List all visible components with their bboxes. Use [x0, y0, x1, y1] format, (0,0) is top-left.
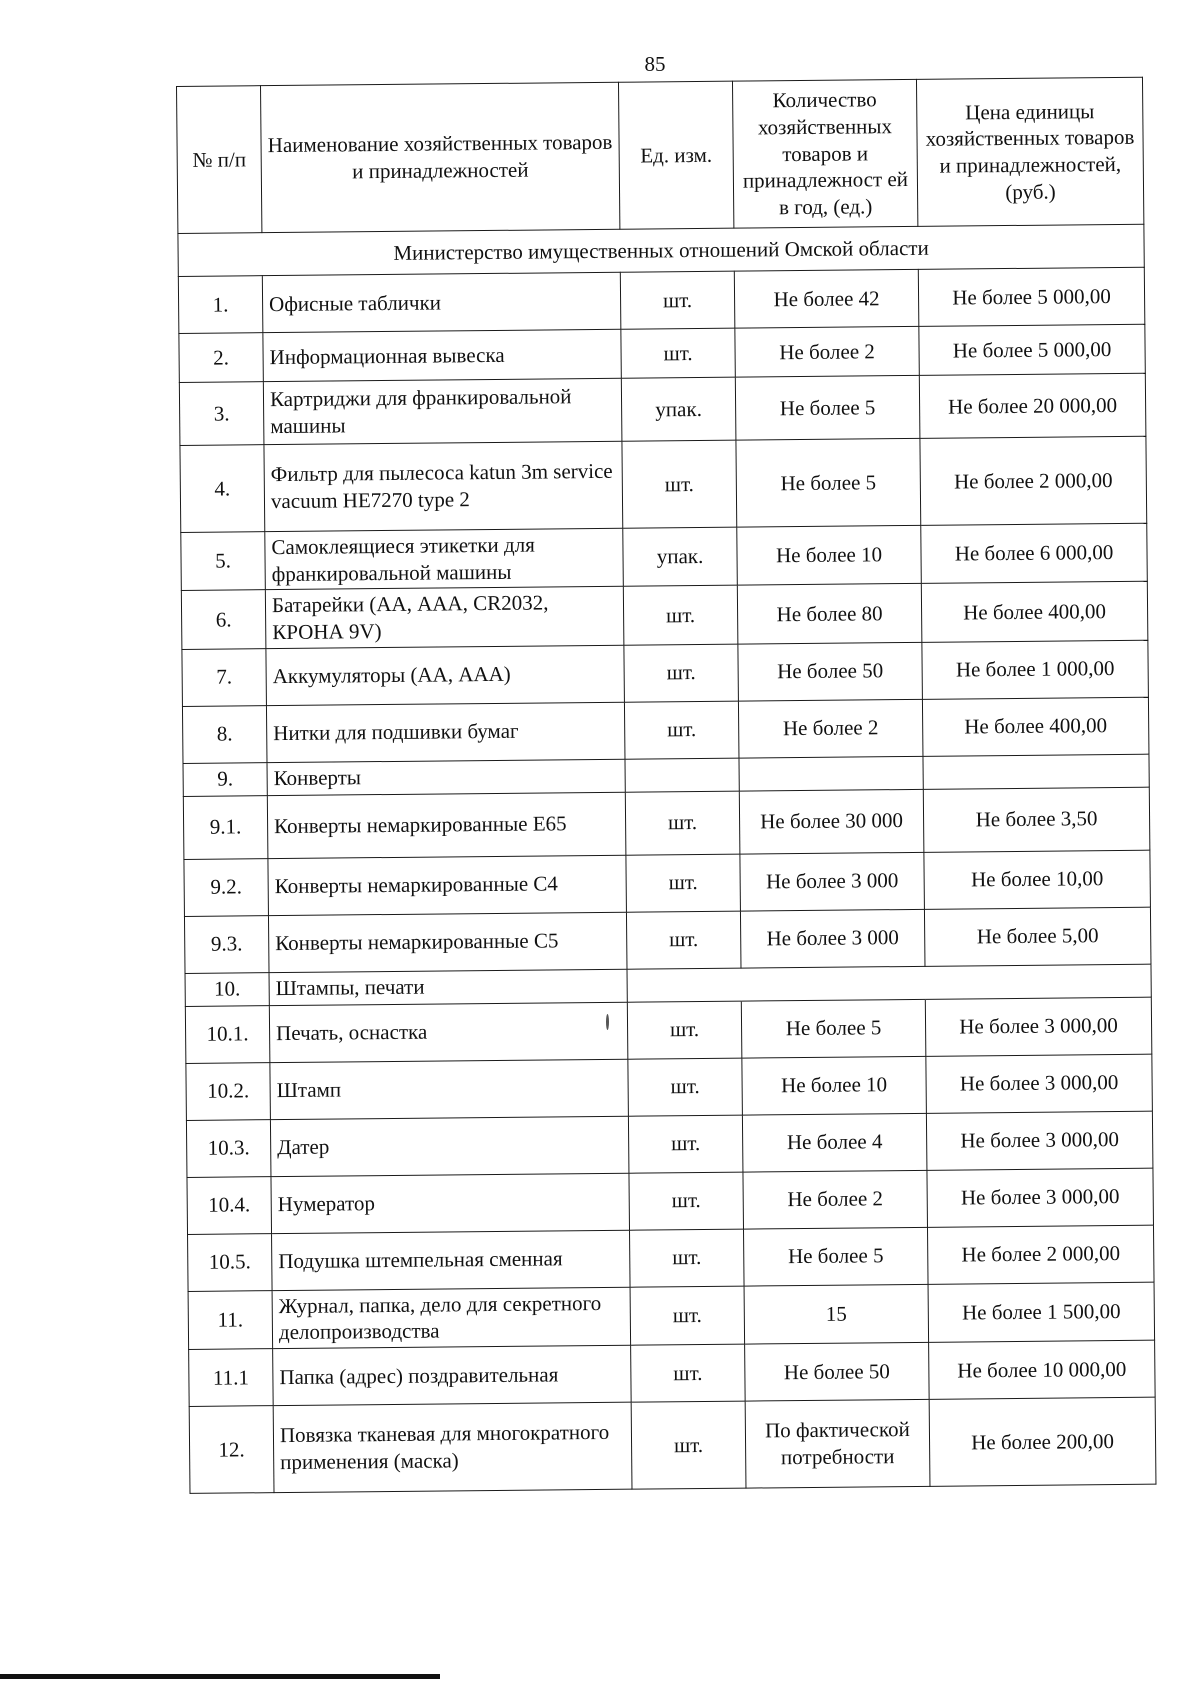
scan-speck: [606, 1014, 609, 1030]
row-num: 1.: [178, 276, 263, 334]
row-unit: шт.: [623, 585, 738, 644]
row-num: 9.3.: [184, 915, 269, 973]
table-row: [188, 1225, 1155, 1291]
row-price: Не более 5 000,00: [919, 324, 1145, 375]
row-qty: Не более 5: [736, 438, 921, 527]
row-price: Не более 5 000,00: [918, 267, 1145, 326]
row-num: 10.5.: [188, 1233, 273, 1291]
row-name: Штамп: [270, 1059, 629, 1119]
header-num: № п/п: [177, 86, 262, 234]
row-name: Датер: [270, 1116, 629, 1176]
row-name: Подушка штемпельная сменная: [272, 1230, 631, 1290]
row-qty: По фактической потребности: [745, 1399, 930, 1488]
row-name: Конверты: [267, 759, 625, 795]
header-price: Цена единицы хозяйственных товаров и принадлежностей, (руб.): [916, 77, 1143, 226]
row-qty: Не более 2: [743, 1170, 928, 1229]
header-name: Наименование хозяйственных товаров и принадлежностей: [261, 82, 620, 232]
row-qty: Не более 2: [738, 699, 923, 758]
row-qty: Не более 10: [737, 525, 922, 585]
row-qty: Не более 50: [745, 1342, 930, 1401]
header-unit: Ед. изм.: [618, 81, 733, 229]
table-row: [183, 787, 1150, 859]
table-row: [184, 850, 1151, 916]
row-num: 9.2.: [184, 858, 269, 916]
table-row: [186, 1111, 1153, 1177]
row-name: Нумератор: [271, 1173, 630, 1233]
row-name: Печать, оснастка: [269, 1002, 628, 1062]
row-qty: Не более 3 000: [740, 909, 925, 968]
row-price: [923, 754, 1149, 789]
row-unit: шт.: [620, 271, 735, 329]
row-num: 7.: [182, 648, 267, 706]
goods-table: [176, 77, 1156, 1494]
row-price: Не более 1 000,00: [922, 640, 1149, 699]
row-price: Не более 20 000,00: [919, 373, 1146, 438]
row-num: 2.: [179, 333, 263, 383]
row-name: Штампы, печати: [269, 969, 627, 1005]
table-row: [179, 373, 1146, 445]
row-qty: Не более 4: [742, 1113, 927, 1172]
row-num: 3.: [179, 382, 264, 446]
row-num: 12.: [189, 1406, 274, 1494]
row-name: Повязка тканевая для многократного применения (маска): [273, 1402, 632, 1492]
row-price: Не более 2 000,00: [920, 436, 1147, 525]
row-name: Офисные таблички: [262, 272, 621, 332]
row-num: 8.: [182, 705, 267, 763]
row-num: 10.4.: [187, 1176, 272, 1234]
row-unit: [627, 968, 741, 1002]
row-price: Не более 2 000,00: [927, 1225, 1154, 1284]
row-name: Папка (адрес) поздравительная: [273, 1345, 632, 1405]
row-unit: шт.: [631, 1344, 746, 1402]
row-num: 10.1.: [185, 1005, 270, 1063]
row-price: Не более 1 500,00: [928, 1282, 1155, 1342]
table-row: [189, 1397, 1156, 1493]
row-name: Батарейки (АА, ААА, CR2032, КРОНА 9V): [265, 587, 624, 649]
table-row: [189, 1340, 1156, 1406]
row-price: Не более 5,00: [924, 907, 1151, 966]
row-num: 9.1.: [183, 795, 268, 859]
row-num: 5.: [181, 532, 266, 591]
row-name: Конверты немаркированные С4: [268, 855, 627, 915]
row-qty: Не более 80: [737, 584, 922, 644]
row-unit: [625, 758, 739, 792]
row-unit: шт.: [621, 328, 735, 378]
row-unit: шт.: [626, 911, 741, 969]
row-price: Не более 10 000,00: [929, 1340, 1156, 1399]
row-unit: упак.: [623, 527, 738, 586]
row-qty: Не более 10: [742, 1056, 927, 1115]
row-price: Не более 400,00: [922, 697, 1149, 756]
table-row: [181, 582, 1148, 650]
row-unit: шт.: [630, 1286, 745, 1345]
row-num: 11.: [188, 1290, 273, 1349]
row-price: Не более 3 000,00: [926, 1111, 1153, 1170]
row-num: 6.: [181, 590, 266, 649]
row-unit: шт.: [626, 854, 741, 912]
row-name: Конверты немаркированные Е65: [267, 792, 626, 858]
row-unit: шт.: [622, 440, 737, 528]
row-num: 11.1: [189, 1349, 274, 1407]
row-name: Фильтр для пылесоса katun 3m service vacuum HE7270 type 2: [264, 441, 623, 531]
row-price: Не более 400,00: [921, 582, 1148, 642]
row-qty: Не более 50: [738, 642, 923, 701]
row-unit: упак.: [621, 377, 736, 441]
row-qty: Не более 30 000: [739, 789, 924, 854]
row-qty: 15: [744, 1284, 929, 1344]
table-header-row: [177, 77, 1144, 233]
row-qty: Не более 5: [741, 999, 926, 1058]
row-unit: шт.: [628, 1115, 743, 1173]
row-name: Конверты немаркированные С5: [268, 912, 627, 972]
row-price: Не более 6 000,00: [921, 523, 1148, 583]
row-price: Не более 3,50: [923, 787, 1150, 852]
row-unit: шт.: [628, 1058, 743, 1116]
row-unit: шт.: [625, 791, 740, 855]
table-row: [185, 997, 1152, 1063]
row-qty: [739, 756, 923, 791]
page-number: 85: [644, 52, 666, 76]
table-row: [181, 523, 1148, 591]
table-row: [188, 1282, 1155, 1350]
table-row: [180, 436, 1147, 532]
row-price: Не более 10,00: [924, 850, 1151, 909]
row-num: 10.2.: [186, 1062, 271, 1120]
row-qty: Не более 42: [734, 269, 919, 328]
row-price: [925, 964, 1151, 999]
row-unit: шт.: [631, 1401, 746, 1489]
scan-edge-bar: [0, 1674, 440, 1679]
row-num: 10.: [185, 972, 269, 1006]
row-name: Аккумуляторы (АА, ААА): [266, 645, 625, 705]
row-qty: Не более 5: [743, 1227, 928, 1286]
row-unit: шт.: [624, 644, 739, 702]
row-qty: Не более 5: [735, 375, 920, 440]
row-num: 9.: [183, 762, 267, 796]
row-price: Не более 3 000,00: [927, 1168, 1154, 1227]
row-qty: [741, 966, 925, 1001]
row-price: Не более 3 000,00: [925, 997, 1152, 1056]
table-row: [186, 1054, 1153, 1120]
row-name: Самоклеящиеся этикетки для франкировальной машины: [265, 528, 624, 590]
table-row: [182, 697, 1149, 763]
table-row: [178, 267, 1145, 333]
section-title: Министерство имущественных отношений Омской области: [178, 224, 1144, 276]
row-price: Не более 200,00: [929, 1397, 1156, 1486]
row-name: Информационная вывеска: [263, 329, 621, 381]
row-num: 4.: [180, 445, 265, 533]
row-name: Журнал, папка, дело для секретного делопроизводства: [272, 1287, 631, 1349]
row-name: Картриджи для франкировальной машины: [263, 378, 622, 444]
row-unit: шт.: [624, 701, 739, 759]
row-qty: Не более 3 000: [740, 852, 925, 911]
row-price: Не более 3 000,00: [926, 1054, 1153, 1113]
row-unit: шт.: [630, 1229, 745, 1287]
row-unit: шт.: [627, 1001, 742, 1059]
row-unit: шт.: [629, 1172, 744, 1230]
table-row: [184, 907, 1151, 973]
table-row: [182, 640, 1149, 706]
row-qty: Не более 2: [735, 326, 919, 377]
row-num: 10.3.: [186, 1119, 271, 1177]
table-row: [187, 1168, 1154, 1234]
row-name: Нитки для подшивки бумаг: [266, 702, 625, 762]
header-qty: Количество хозяйственных товаров и принадлежност ей в год, (ед.): [732, 79, 917, 228]
